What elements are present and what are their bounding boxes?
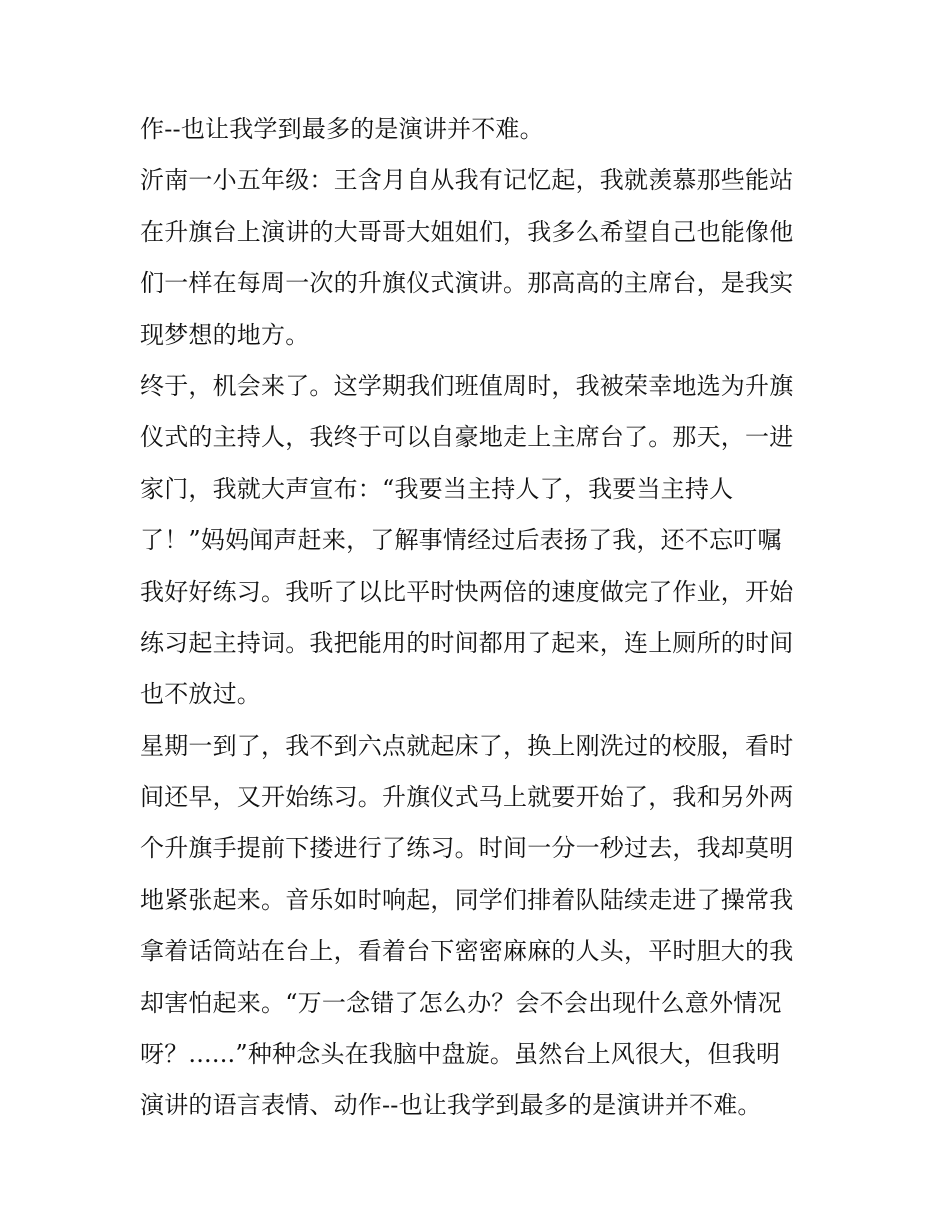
text-line-10: 我好好练习。我听了以比平时快两倍的速度做完了作业，开始	[140, 577, 794, 606]
document-body	[140, 104, 820, 1132]
text-line-15: 个升旗手提前下搂进行了练习。时间一分一秒过去，我却莫明	[140, 834, 794, 863]
text-line-12: 也不放过。	[140, 680, 261, 709]
text-line-18: 却害怕起来。“万一念错了怎么办？会不会出现什么意外情况	[140, 988, 782, 1017]
text-line-19: 呀？......”种种念头在我脑中盘旋。虽然台上风很大，但我明	[140, 1040, 781, 1069]
text-line-4: 们一样在每周一次的升旗仪式演讲。那高高的主席台，是我实	[140, 269, 794, 298]
text-line-6: 终于，机会来了。这学期我们班值周时，我被荣幸地选为升旗	[140, 371, 794, 400]
text-line-20: 演讲的语言表情、动作--也让我学到最多的是演讲并不难。	[140, 1091, 762, 1120]
text-line-3: 在升旗台上演讲的大哥哥大姐姐们，我多么希望自己也能像他	[140, 217, 794, 246]
text-line-14: 间还早，又开始练习。升旗仪式马上就要开始了，我和另外两	[140, 783, 794, 812]
text-line-7: 仪式的主持人，我终于可以自豪地走上主席台了。那天，一进	[140, 423, 794, 452]
text-line-5: 现梦想的地方。	[140, 320, 310, 349]
text-line-1: 作--也让我学到最多的是演讲并不难。	[140, 115, 544, 143]
text-line-8: 家门，我就大声宣布：“我要当主持人了，我要当主持人	[140, 474, 734, 503]
text-line-2: 沂南一小五年级：王含月自从我有记忆起，我就羡慕那些能站	[140, 166, 794, 195]
text-line-16: 地紧张起来。音乐如时响起，同学们排着队陆续走进了操常我	[140, 885, 794, 914]
text-line-17: 拿着话筒站在台上，看着台下密密麻麻的人头，平时胆大的我	[140, 937, 794, 966]
text-line-13: 星期一到了，我不到六点就起床了，换上刚洗过的校服，看时	[140, 731, 794, 760]
text-line-11: 练习起主持词。我把能用的时间都用了起来，连上厕所的时间	[140, 628, 794, 657]
text-line-9: 了！”妈妈闻声赶来，了解事情经过后表扬了我，还不忘叮嘱	[140, 526, 782, 555]
